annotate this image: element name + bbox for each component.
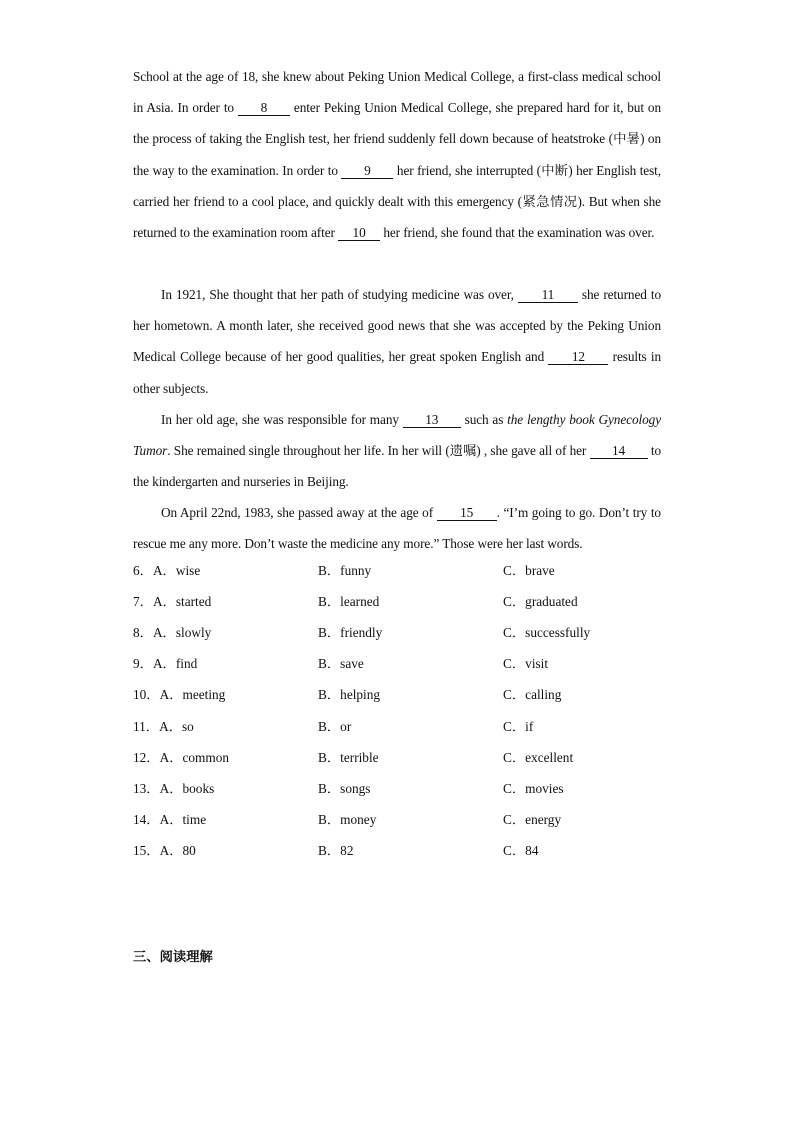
option-row (133, 560, 693, 591)
option-b: B．82 (318, 843, 354, 858)
option-row (133, 809, 693, 840)
option-a: 8．A．slowly (133, 625, 212, 640)
option-b: B．money (318, 812, 377, 827)
option-c: C．84 (503, 843, 539, 858)
option-c: C．energy (503, 812, 562, 827)
passage-paragraph-4 (133, 497, 661, 559)
passage-text: In her old age, she was responsible for many (161, 412, 403, 427)
passage-text: . “I’m going to go. Don’t try to rescue me any more. Don’t waste the medicine any more.” Those were her last words. (133, 505, 661, 552)
option-b: B．terrible (318, 750, 379, 765)
option-row (133, 684, 693, 715)
blank-14: 14 (590, 444, 648, 459)
option-row (133, 840, 693, 871)
passage-text: her friend, she interrupted (中断) her English test, carried her friend to a cool place, and quickly dealt with this emergency (紧急情况). But when she returned to the examination room after (133, 162, 661, 241)
option-a: 10．A．meeting (133, 687, 226, 702)
option-a: 15．A．80 (133, 843, 196, 858)
option-b: B．songs (318, 781, 371, 796)
passage-text: she returned to her hometown. A month later, she received good news that she was accepted by the Peking Union Medical College because of her good qualities, her great spoken English and (133, 287, 661, 365)
passage-paragraph-3 (133, 404, 661, 498)
blank-13: 13 (403, 413, 461, 428)
passage-paragraph-2 (133, 279, 661, 404)
option-row (133, 591, 693, 622)
option-a: 14．A．time (133, 812, 207, 827)
option-c: C．if (503, 719, 534, 734)
passage-text: School at the age of 18, she knew about Peking Union Medical College, a first-class medical school in Asia. In order to (133, 69, 661, 116)
blank-12: 12 (548, 350, 608, 365)
option-a: 6．A．wise (133, 563, 201, 578)
passage-text: such as (460, 412, 508, 427)
option-b: B．funny (318, 563, 372, 578)
option-b: B．helping (318, 687, 381, 702)
passage-text: enter Peking Union Medical College, she prepared hard for it, but on the process of taking the English test, her friend suddenly fell down because of heatstroke (中暑) on the way to the examination. In order to (133, 100, 661, 178)
option-c: C．successfully (503, 625, 591, 640)
option-a: 9．A．find (133, 656, 198, 671)
blank-15: 15 (437, 506, 497, 521)
passage-text: On April 22nd, 1983, she passed away at the age of (161, 505, 437, 520)
option-row (133, 653, 693, 684)
option-b: B．save (318, 656, 364, 671)
option-c: C．excellent (503, 750, 574, 765)
section-heading: 三、阅读理解 (133, 950, 213, 965)
option-row (133, 778, 693, 809)
passage-text: In 1921, She thought that her path of studying medicine was over, (161, 287, 518, 302)
option-c: C．brave (503, 563, 555, 578)
option-b: B．or (318, 719, 352, 734)
option-c: C．graduated (503, 594, 578, 609)
option-a: 13．A．books (133, 781, 215, 796)
option-c: C．visit (503, 656, 549, 671)
option-row (133, 622, 693, 653)
option-row (133, 747, 693, 778)
option-c: C．movies (503, 781, 564, 796)
passage-text: results in other subjects. (133, 349, 662, 396)
passage-text: . She remained single throughout her life. In her will (遗嘱) , she gave all of her (167, 443, 590, 459)
passage-text: her friend, she found that the examination was over. (380, 225, 655, 241)
option-row (133, 716, 693, 747)
blank-11: 11 (518, 288, 578, 303)
option-b: B．friendly (318, 625, 383, 640)
passage-paragraph-1 (133, 61, 661, 248)
option-c: C．calling (503, 687, 562, 702)
option-a: 7．A．started (133, 594, 212, 609)
passage-text: to the kindergarten and nurseries in Beijing. (133, 443, 662, 490)
blank-10: 10 (338, 226, 380, 241)
blank-9: 9 (341, 164, 393, 179)
option-a: 12．A．common (133, 750, 230, 765)
book-title: the lengthy book Gynecology Tumor (133, 412, 661, 459)
option-b: B．learned (318, 594, 380, 609)
blank-8: 8 (238, 101, 290, 116)
option-a: 11．A．so (133, 719, 194, 734)
